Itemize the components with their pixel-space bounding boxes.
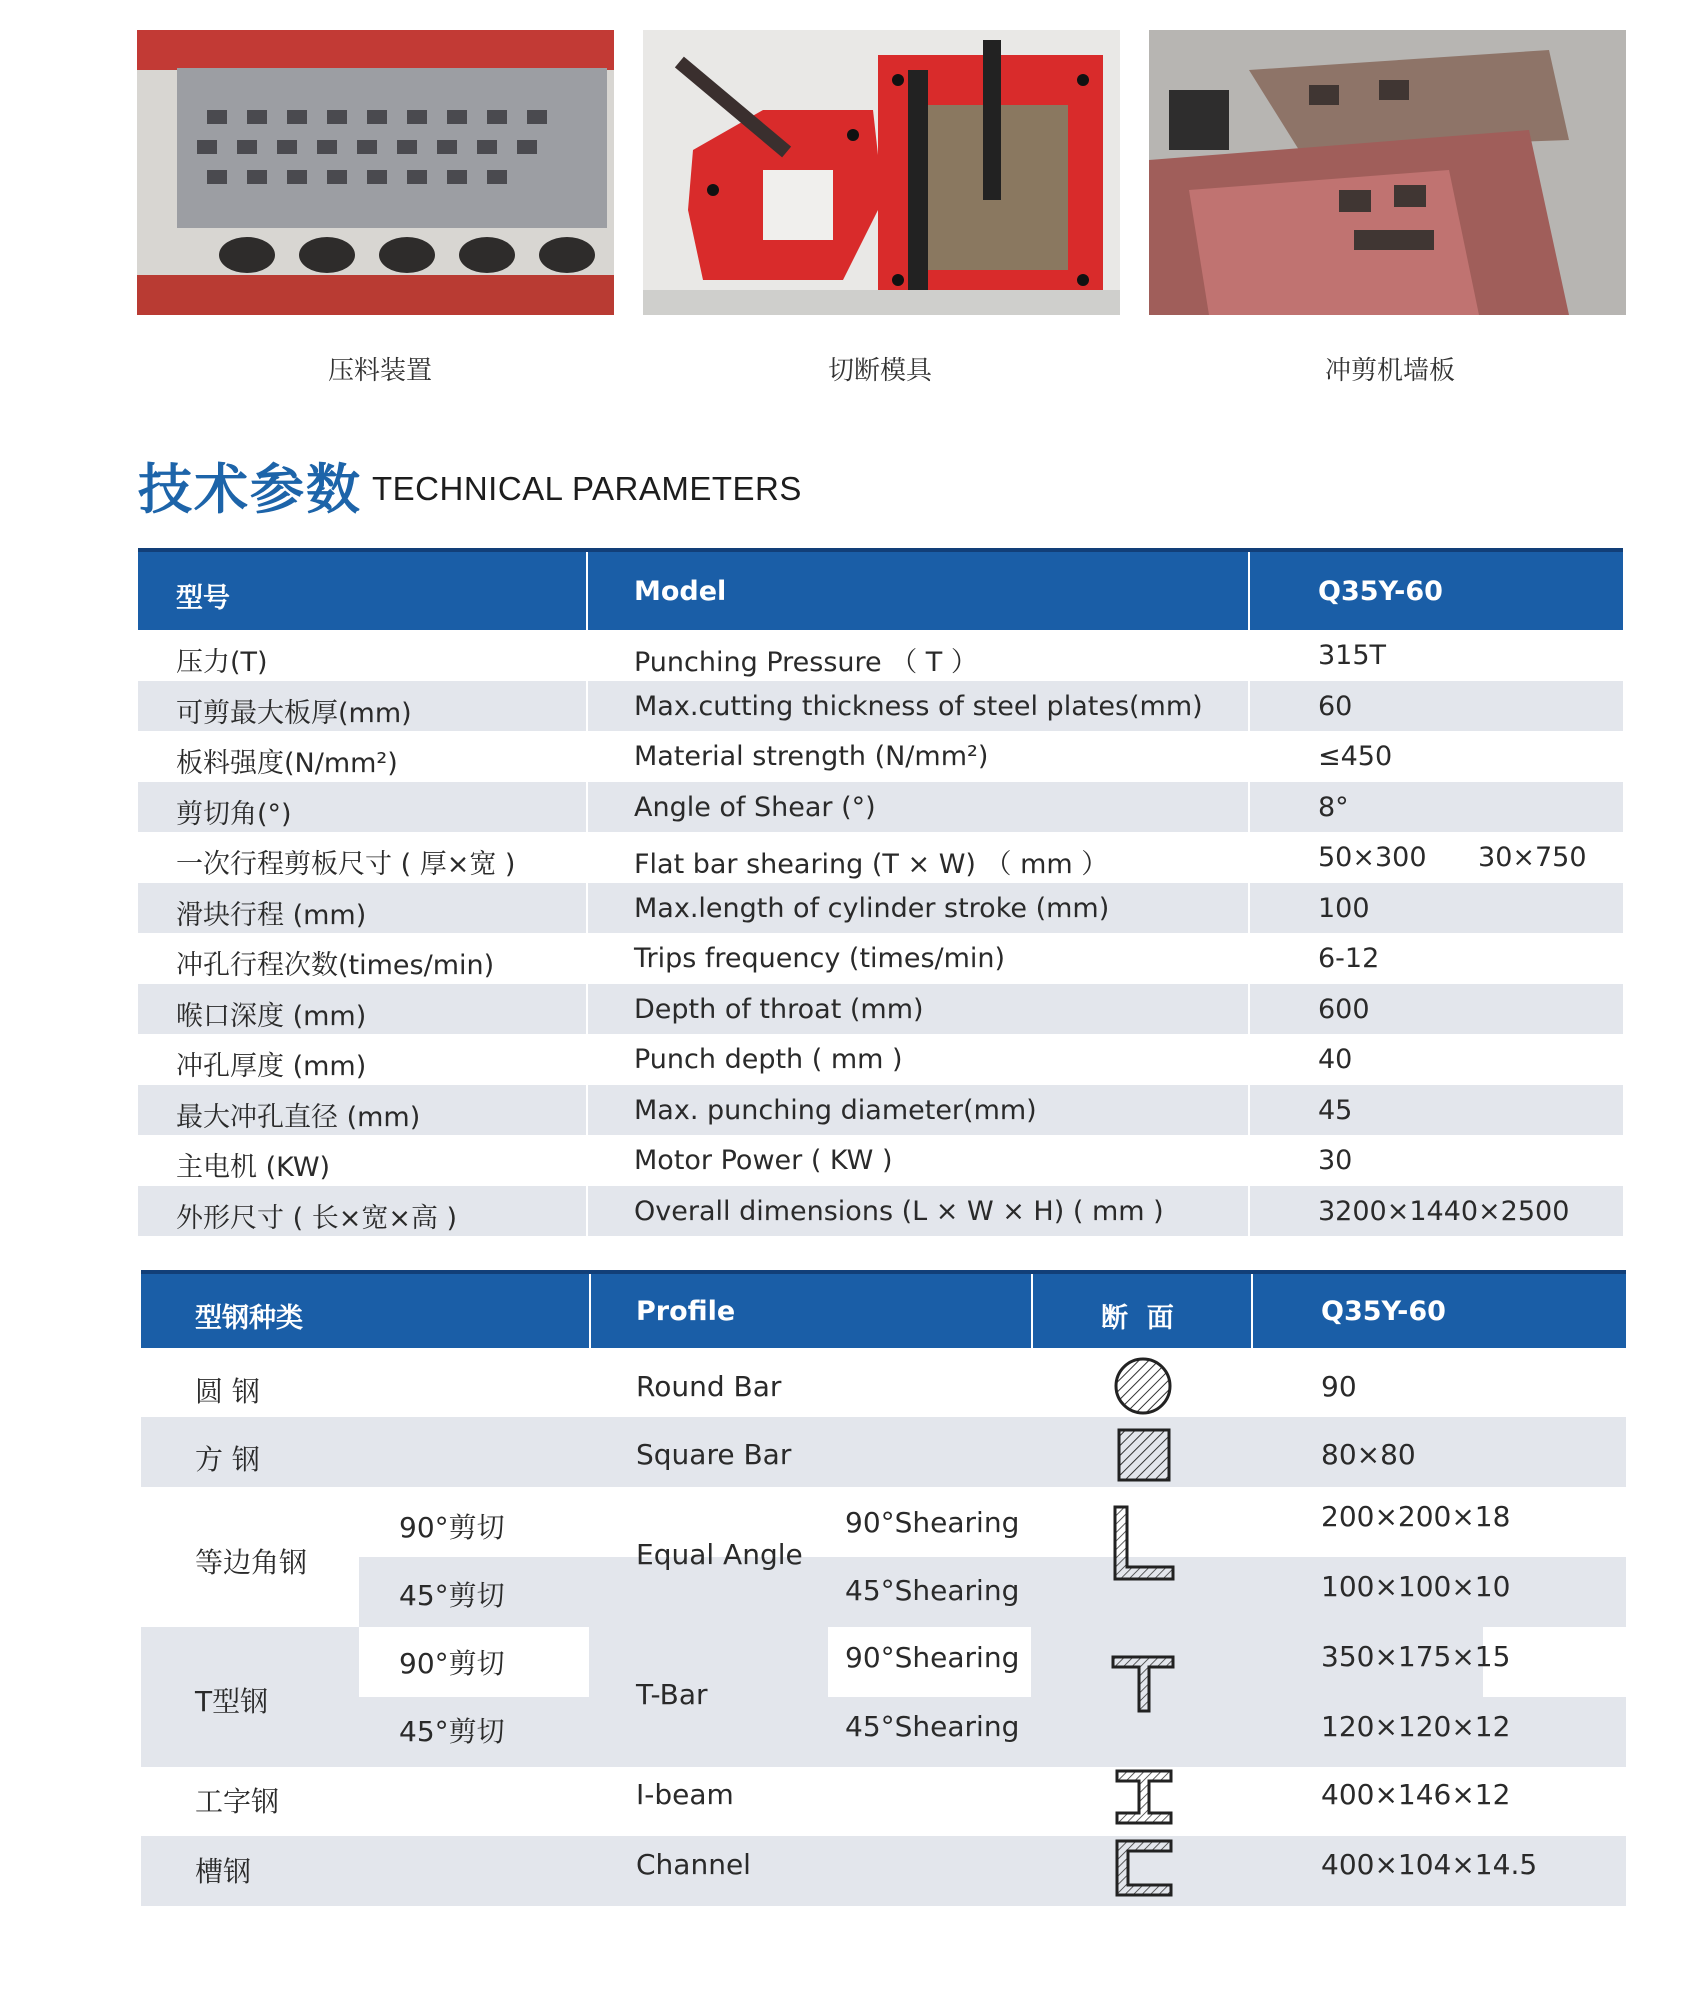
- row-value: 40: [1318, 1044, 1353, 1075]
- photo-cutting-die: [643, 30, 1120, 315]
- t-bar-90-value: 350×175×15: [1321, 1640, 1511, 1673]
- row-cn: 主电机 (KW): [176, 1152, 331, 1183]
- row-value: 315T: [1318, 640, 1387, 671]
- profile-capacity-table: [141, 1270, 1626, 1990]
- profile-rows: [141, 1348, 1626, 1990]
- i-beam-section-icon: [1113, 1768, 1175, 1826]
- row-value: 30: [1318, 1145, 1353, 1176]
- row-en: Max.cutting thickness of steel plates(mm): [634, 690, 1203, 722]
- table-row: [138, 883, 1623, 934]
- table-row: [138, 1186, 1623, 1237]
- square-bar-en: Square Bar: [636, 1438, 792, 1471]
- row-en: Motor Power ( KW ): [634, 1145, 893, 1176]
- t-bar-45-cn: 45°剪切: [399, 1715, 505, 1748]
- header-en: Model: [634, 576, 727, 607]
- square-bar-value: 80×80: [1321, 1438, 1416, 1471]
- table-row: [138, 933, 1623, 984]
- header-cn: 型钢种类: [195, 1303, 303, 1334]
- row-cn: 外形尺寸 ( 长×宽×高 ): [176, 1202, 458, 1234]
- header-cn: 型号: [176, 583, 230, 614]
- header-section: 断 面: [1101, 1303, 1174, 1334]
- row-en: Flat bar shearing (T × W) （ mm ）: [634, 849, 1109, 880]
- equal-angle-en: Equal Angle: [636, 1538, 803, 1571]
- equal-angle-90-value: 200×200×18: [1321, 1500, 1511, 1533]
- row-value: 600: [1318, 993, 1370, 1025]
- table-row: [138, 832, 1623, 883]
- round-bar-value: 90: [1321, 1370, 1357, 1403]
- table-header: [138, 548, 1623, 630]
- photo-caption-pressing: 压料装置: [327, 356, 432, 386]
- t-bar-section-icon: [1111, 1653, 1177, 1715]
- row-cn: 冲孔厚度 (mm): [176, 1051, 367, 1082]
- header-value: Q35Y-60: [1318, 576, 1443, 607]
- row-value: 8°: [1318, 791, 1349, 823]
- row-value: ≤450: [1318, 741, 1393, 772]
- equal-angle-45-cn: 45°剪切: [399, 1579, 505, 1612]
- t-bar-90-cn: 90°剪切: [399, 1647, 505, 1680]
- row-en: Max.length of cylinder stroke (mm): [634, 892, 1110, 924]
- photo-punch-shear-wall-plate: [1149, 30, 1626, 315]
- round-bar-en: Round Bar: [636, 1370, 782, 1403]
- table-row: [138, 630, 1623, 681]
- table-row: [138, 984, 1623, 1035]
- channel-value: 400×104×14.5: [1321, 1848, 1538, 1881]
- t-bar-90-en: 90°Shearing: [845, 1641, 1020, 1674]
- table-row: [138, 681, 1623, 732]
- round-bar-section-icon: [1113, 1356, 1173, 1416]
- table-row: [138, 1085, 1623, 1136]
- i-beam-cn: 工字钢: [195, 1785, 280, 1818]
- i-beam-value: 400×146×12: [1321, 1778, 1511, 1811]
- technical-parameters-table: [138, 548, 1623, 1236]
- photo-pressing-device: [137, 30, 614, 315]
- angle-section-icon: [1111, 1503, 1177, 1583]
- row-cn: 剪切角(°): [176, 798, 292, 830]
- row-cn: 压力(T): [176, 647, 268, 678]
- channel-section-icon: [1113, 1838, 1175, 1898]
- table-row: [138, 782, 1623, 833]
- photo-caption-wall-plate: 冲剪机墙板: [1324, 356, 1455, 386]
- row-en: Punch depth ( mm ): [634, 1044, 903, 1075]
- table-row: [138, 1034, 1623, 1085]
- parameter-rows: [138, 630, 1623, 1236]
- t-bar-cn: T型钢: [195, 1685, 269, 1718]
- row-en: Punching Pressure （ T ）: [634, 647, 978, 678]
- photo-caption-die: 切断模具: [827, 356, 932, 386]
- header-value: Q35Y-60: [1321, 1296, 1446, 1327]
- t-bar-45-value: 120×120×12: [1321, 1710, 1511, 1743]
- equal-angle-cn: 等边角钢: [195, 1546, 308, 1579]
- section-title-cn: 技术参数: [138, 458, 362, 521]
- row-en: Angle of Shear (°): [634, 791, 876, 823]
- row-cn: 最大冲孔直径 (mm): [176, 1101, 421, 1133]
- square-bar-cn: 方 钢: [195, 1443, 260, 1476]
- table-row: [138, 731, 1623, 782]
- row-value: 100: [1318, 892, 1370, 924]
- t-bar-en: T-Bar: [636, 1678, 708, 1711]
- row-cn: 板料强度(N/mm²): [176, 748, 398, 779]
- channel-en: Channel: [636, 1848, 751, 1881]
- row-en: Trips frequency (times/min): [634, 943, 1006, 974]
- row-en: Overall dimensions (L × W × H) ( mm ): [634, 1195, 1164, 1227]
- header-en: Profile: [636, 1296, 736, 1327]
- channel-cn: 槽钢: [195, 1855, 252, 1888]
- equal-angle-90-en: 90°Shearing: [845, 1506, 1020, 1539]
- table-header: [141, 1270, 1626, 1348]
- row-value: 45: [1318, 1094, 1353, 1126]
- t-bar-45-en: 45°Shearing: [845, 1710, 1020, 1743]
- row-en: Max. punching diameter(mm): [634, 1094, 1037, 1126]
- row-value: 50×300 30×750: [1318, 842, 1587, 873]
- row-cn: 喉口深度 (mm): [176, 1000, 367, 1032]
- equal-angle-45-en: 45°Shearing: [845, 1574, 1020, 1607]
- row-cn: 滑块行程 (mm): [176, 899, 367, 931]
- row-en: Material strength (N/mm²): [634, 741, 989, 772]
- row-value: 3200×1440×2500: [1318, 1195, 1570, 1227]
- table-row: [138, 1135, 1623, 1186]
- round-bar-cn: 圆 钢: [195, 1375, 260, 1408]
- row-cn: 一次行程剪板尺寸 ( 厚×宽 ): [176, 849, 516, 880]
- row-en: Depth of throat (mm): [634, 993, 924, 1025]
- square-bar-section-icon: [1117, 1428, 1171, 1482]
- row-value: 60: [1318, 690, 1353, 722]
- equal-angle-45-value: 100×100×10: [1321, 1570, 1511, 1603]
- equal-angle-90-cn: 90°剪切: [399, 1511, 505, 1544]
- section-title-en: TECHNICAL PARAMETERS: [372, 470, 802, 507]
- row-cn: 冲孔行程次数(times/min): [176, 950, 495, 981]
- row-cn: 可剪最大板厚(mm): [176, 697, 412, 729]
- row-value: 6-12: [1318, 943, 1380, 974]
- i-beam-en: I-beam: [636, 1778, 734, 1811]
